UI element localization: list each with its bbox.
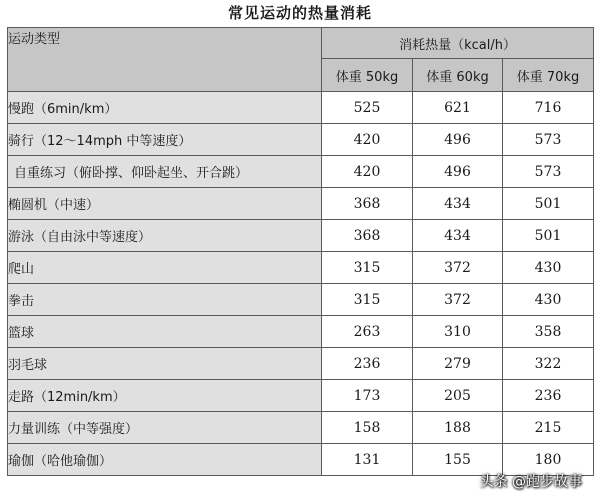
calorie-value: 205: [413, 380, 503, 412]
calorie-value: 501: [503, 188, 594, 220]
table-row: [8, 348, 594, 380]
exercise-type-header: 运动类型: [8, 28, 322, 92]
calorie-value: 434: [413, 220, 503, 252]
calorie-value: 420: [322, 124, 413, 156]
calorie-value: 180: [503, 444, 594, 476]
calorie-value: 496: [413, 156, 503, 188]
calorie-value: 430: [503, 284, 594, 316]
calorie-value: 236: [503, 380, 594, 412]
calorie-value: 158: [322, 412, 413, 444]
calorie-value: 131: [322, 444, 413, 476]
table-row: [8, 316, 594, 348]
calorie-value: 215: [503, 412, 594, 444]
exercise-name: 骑行（12～14mph 中等速度）: [8, 124, 322, 156]
calorie-value: 525: [322, 92, 413, 124]
exercise-name: 游泳（自由泳中等速度）: [8, 220, 322, 252]
table-row: [8, 380, 594, 412]
calorie-value: 496: [413, 124, 503, 156]
calorie-value: 430: [503, 252, 594, 284]
calorie-table: [7, 27, 594, 476]
calorie-header: 消耗热量（kcal/h）: [322, 28, 594, 59]
table-row: [8, 92, 594, 124]
exercise-name: 慢跑（6min/km）: [8, 92, 322, 124]
exercise-name: 羽毛球: [8, 348, 322, 380]
calorie-value: 155: [413, 444, 503, 476]
exercise-name: 拳击: [8, 284, 322, 316]
exercise-name: 椭圆机（中速）: [8, 188, 322, 220]
calorie-value: 322: [503, 348, 594, 380]
calorie-value: 368: [322, 220, 413, 252]
calorie-value: 279: [413, 348, 503, 380]
table-row: [8, 220, 594, 252]
table-row: [8, 188, 594, 220]
weight-header-60: 体重 60kg: [413, 59, 503, 92]
table-row: [8, 156, 594, 188]
table-row: [8, 412, 594, 444]
calorie-value: 358: [503, 316, 594, 348]
calorie-value: 368: [322, 188, 413, 220]
calorie-value: 573: [503, 156, 594, 188]
exercise-name: 爬山: [8, 252, 322, 284]
calorie-value: 372: [413, 252, 503, 284]
calorie-value: 716: [503, 92, 594, 124]
calorie-value: 372: [413, 284, 503, 316]
exercise-name: 篮球: [8, 316, 322, 348]
page-title: 常见运动的热量消耗: [227, 4, 372, 22]
calorie-value: 310: [413, 316, 503, 348]
calorie-value: 263: [322, 316, 413, 348]
table-header-row: [8, 28, 594, 59]
calorie-value: 501: [503, 220, 594, 252]
calorie-value: 434: [413, 188, 503, 220]
calorie-value: 315: [322, 252, 413, 284]
exercise-name: 自重练习（俯卧撑、仰卧起坐、开合跳）: [8, 156, 322, 188]
calorie-value: 173: [322, 380, 413, 412]
calorie-value: 573: [503, 124, 594, 156]
exercise-name: 力量训练（中等强度）: [8, 412, 322, 444]
weight-header-70: 体重 70kg: [503, 59, 594, 92]
source-watermark: 头条 @跑步故事: [479, 474, 582, 490]
table-row: [8, 284, 594, 316]
calorie-value: 621: [413, 92, 503, 124]
calorie-value: 236: [322, 348, 413, 380]
exercise-name: 走路（12min/km）: [8, 380, 322, 412]
exercise-name: 瑜伽（哈他瑜伽）: [8, 444, 322, 476]
calorie-value: 188: [413, 412, 503, 444]
table-row: [8, 124, 594, 156]
calorie-value: 420: [322, 156, 413, 188]
table-row: [8, 252, 594, 284]
calorie-value: 315: [322, 284, 413, 316]
weight-header-50: 体重 50kg: [322, 59, 413, 92]
